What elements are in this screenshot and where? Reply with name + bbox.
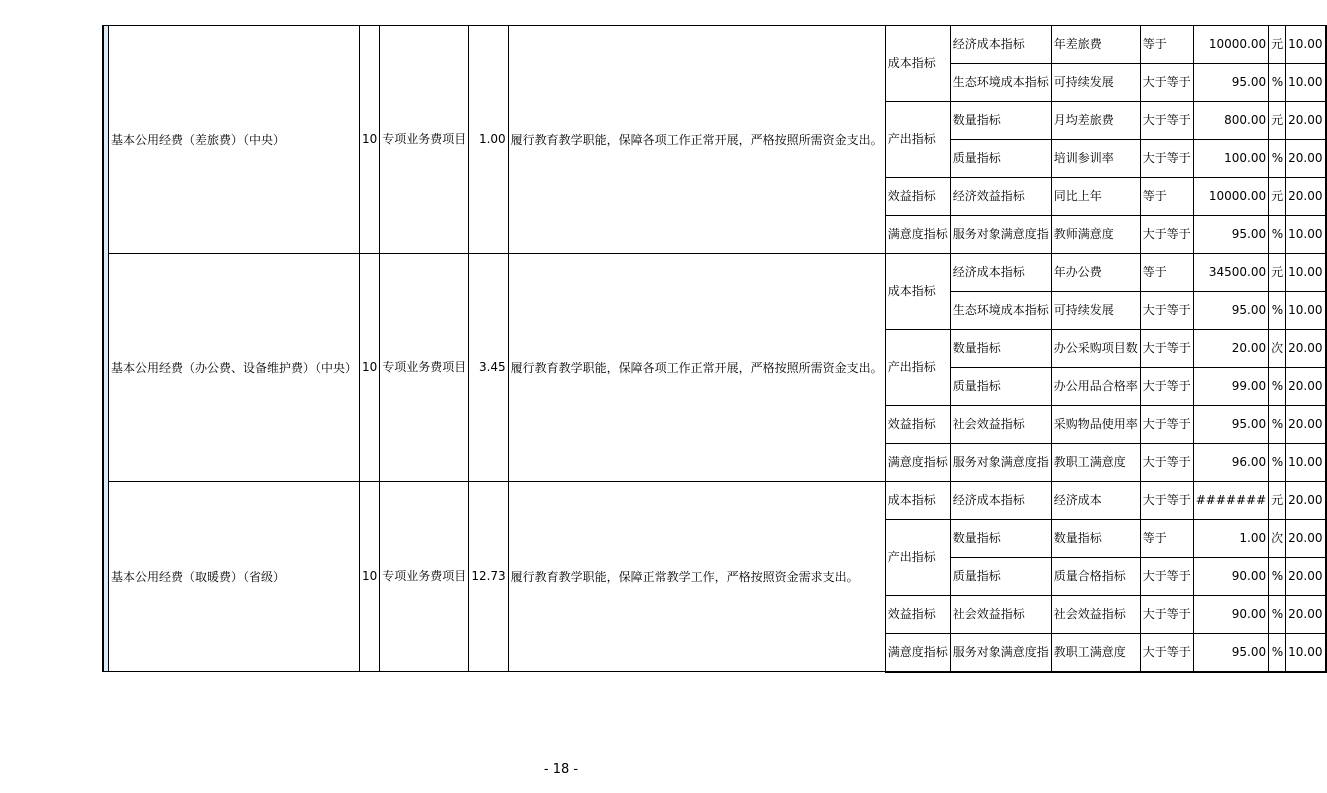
indicator-name: 社会效益指标 xyxy=(1051,596,1140,634)
indicator-level2: 社会效益指标 xyxy=(950,596,1051,634)
indicator-level2: 生态环境成本指标 xyxy=(950,292,1051,330)
indicator-operator: 大于等于 xyxy=(1140,368,1193,406)
indicator-unit: % xyxy=(1269,444,1286,482)
indicator-operator: 大于等于 xyxy=(1140,64,1193,102)
indicator-weight: 10.00 xyxy=(1286,26,1326,64)
indicator-unit: 元 xyxy=(1269,102,1286,140)
indicator-operator: 大于等于 xyxy=(1140,482,1193,520)
project-goal: 履行教育教学职能，保障各项工作正常开展，严格按照所需资金支出。 xyxy=(508,26,885,254)
indicator-value: 20.00 xyxy=(1193,330,1268,368)
indicator-unit: % xyxy=(1269,596,1286,634)
indicator-name: 年差旅费 xyxy=(1051,26,1140,64)
indicator-level1: 成本指标 xyxy=(885,482,950,520)
indicator-value: 95.00 xyxy=(1193,292,1268,330)
indicator-weight: 20.00 xyxy=(1286,330,1326,368)
table-row xyxy=(103,26,1326,64)
indicator-level2: 服务对象满意度指 xyxy=(950,216,1051,254)
indicator-level1: 产出指标 xyxy=(885,520,950,596)
indicator-unit: % xyxy=(1269,558,1286,596)
indicator-level2: 经济效益指标 xyxy=(950,178,1051,216)
indicator-name: 经济成本 xyxy=(1051,482,1140,520)
indicator-unit: 次 xyxy=(1269,520,1286,558)
indicator-weight: 20.00 xyxy=(1286,102,1326,140)
indicator-level2: 社会效益指标 xyxy=(950,406,1051,444)
table-row xyxy=(103,482,1326,520)
project-name: 基本公用经费（差旅费）（中央） xyxy=(109,26,360,254)
indicator-unit: % xyxy=(1269,216,1286,254)
indicator-unit: % xyxy=(1269,406,1286,444)
indicator-value: 95.00 xyxy=(1193,406,1268,444)
indicator-unit: % xyxy=(1269,140,1286,178)
indicator-value: 10000.00 xyxy=(1193,178,1268,216)
indicator-operator: 等于 xyxy=(1140,520,1193,558)
project-name: 基本公用经费（取暖费）（省级） xyxy=(109,482,360,672)
indicator-name: 数量指标 xyxy=(1051,520,1140,558)
indicator-unit: % xyxy=(1269,634,1286,672)
indicator-value: 10000.00 xyxy=(1193,26,1268,64)
indicator-weight: 10.00 xyxy=(1286,292,1326,330)
indicator-level2: 质量指标 xyxy=(950,368,1051,406)
indicator-weight: 20.00 xyxy=(1286,140,1326,178)
indicator-operator: 大于等于 xyxy=(1140,596,1193,634)
project-goal: 履行教育教学职能，保障正常教学工作，严格按照资金需求支出。 xyxy=(508,482,885,672)
indicator-weight: 20.00 xyxy=(1286,596,1326,634)
indicator-operator: 大于等于 xyxy=(1140,140,1193,178)
indicator-value: 95.00 xyxy=(1193,216,1268,254)
indicator-name: 质量合格指标 xyxy=(1051,558,1140,596)
indicator-weight: 20.00 xyxy=(1286,406,1326,444)
table-row xyxy=(103,254,1326,292)
indicator-value: ####### xyxy=(1193,482,1268,520)
indicator-weight: 20.00 xyxy=(1286,558,1326,596)
project-type: 专项业务费项目 xyxy=(380,254,469,482)
indicator-value: 100.00 xyxy=(1193,140,1268,178)
indicator-value: 95.00 xyxy=(1193,634,1268,672)
indicator-weight: 10.00 xyxy=(1286,254,1326,292)
indicator-operator: 大于等于 xyxy=(1140,558,1193,596)
indicator-operator: 等于 xyxy=(1140,178,1193,216)
indicator-level1: 产出指标 xyxy=(885,102,950,178)
indicator-level1: 效益指标 xyxy=(885,596,950,634)
indicator-level1: 满意度指标 xyxy=(885,444,950,482)
indicator-level1: 满意度指标 xyxy=(885,634,950,672)
page-number: - 18 - xyxy=(543,762,579,777)
indicator-value: 90.00 xyxy=(1193,596,1268,634)
indicator-level1: 产出指标 xyxy=(885,330,950,406)
project-amount: 1.00 xyxy=(469,26,508,254)
indicator-weight: 20.00 xyxy=(1286,178,1326,216)
indicator-operator: 大于等于 xyxy=(1140,216,1193,254)
indicator-value: 95.00 xyxy=(1193,64,1268,102)
indicator-name: 办公用品合格率 xyxy=(1051,368,1140,406)
indicator-weight: 20.00 xyxy=(1286,368,1326,406)
indicator-value: 1.00 xyxy=(1193,520,1268,558)
indicator-weight: 20.00 xyxy=(1286,482,1326,520)
indicator-name: 培训参训率 xyxy=(1051,140,1140,178)
indicator-weight: 10.00 xyxy=(1286,444,1326,482)
project-type: 专项业务费项目 xyxy=(380,26,469,254)
project-amount: 3.45 xyxy=(469,254,508,482)
project-count: 10 xyxy=(360,254,380,482)
indicator-operator: 大于等于 xyxy=(1140,292,1193,330)
indicator-level2: 经济成本指标 xyxy=(950,26,1051,64)
project-name: 基本公用经费（办公费、设备维护费）（中央） xyxy=(109,254,360,482)
indicator-operator: 大于等于 xyxy=(1140,102,1193,140)
indicator-name: 采购物品使用率 xyxy=(1051,406,1140,444)
indicator-name: 办公采购项目数 xyxy=(1051,330,1140,368)
indicator-level2: 经济成本指标 xyxy=(950,482,1051,520)
indicator-level1: 成本指标 xyxy=(885,26,950,102)
indicator-name: 同比上年 xyxy=(1051,178,1140,216)
indicator-unit: 元 xyxy=(1269,26,1286,64)
indicator-level2: 服务对象满意度指 xyxy=(950,634,1051,672)
indicator-operator: 大于等于 xyxy=(1140,406,1193,444)
indicator-weight: 20.00 xyxy=(1286,520,1326,558)
indicator-level1: 效益指标 xyxy=(885,406,950,444)
indicator-level2: 数量指标 xyxy=(950,102,1051,140)
indicator-unit: 元 xyxy=(1269,482,1286,520)
project-type: 专项业务费项目 xyxy=(380,482,469,672)
indicator-value: 99.00 xyxy=(1193,368,1268,406)
indicator-level1: 成本指标 xyxy=(885,254,950,330)
indicator-level1: 满意度指标 xyxy=(885,216,950,254)
indicator-unit: % xyxy=(1269,368,1286,406)
indicator-name: 教师满意度 xyxy=(1051,216,1140,254)
indicator-level2: 数量指标 xyxy=(950,520,1051,558)
indicator-unit: 元 xyxy=(1269,178,1286,216)
indicator-unit: 元 xyxy=(1269,254,1286,292)
indicator-value: 90.00 xyxy=(1193,558,1268,596)
indicator-operator: 大于等于 xyxy=(1140,330,1193,368)
indicator-unit: 次 xyxy=(1269,330,1286,368)
indicator-name: 年办公费 xyxy=(1051,254,1140,292)
indicator-level2: 数量指标 xyxy=(950,330,1051,368)
indicator-level2: 生态环境成本指标 xyxy=(950,64,1051,102)
project-count: 10 xyxy=(360,482,380,672)
indicator-weight: 10.00 xyxy=(1286,634,1326,672)
indicator-level2: 经济成本指标 xyxy=(950,254,1051,292)
indicator-unit: % xyxy=(1269,292,1286,330)
indicator-name: 可持续发展 xyxy=(1051,292,1140,330)
indicator-level1: 效益指标 xyxy=(885,178,950,216)
indicator-operator: 大于等于 xyxy=(1140,444,1193,482)
indicator-weight: 10.00 xyxy=(1286,216,1326,254)
indicator-name: 可持续发展 xyxy=(1051,64,1140,102)
indicator-weight: 10.00 xyxy=(1286,64,1326,102)
project-goal: 履行教育教学职能，保障各项工作正常开展，严格按照所需资金支出。 xyxy=(508,254,885,482)
indicator-name: 教职工满意度 xyxy=(1051,634,1140,672)
indicator-value: 96.00 xyxy=(1193,444,1268,482)
project-count: 10 xyxy=(360,26,380,254)
indicator-value: 34500.00 xyxy=(1193,254,1268,292)
indicator-level2: 质量指标 xyxy=(950,140,1051,178)
indicator-level2: 质量指标 xyxy=(950,558,1051,596)
indicator-name: 月均差旅费 xyxy=(1051,102,1140,140)
indicator-operator: 大于等于 xyxy=(1140,634,1193,672)
project-amount: 12.73 xyxy=(469,482,508,672)
indicator-operator: 等于 xyxy=(1140,254,1193,292)
indicator-value: 800.00 xyxy=(1193,102,1268,140)
indicator-operator: 等于 xyxy=(1140,26,1193,64)
indicator-unit: % xyxy=(1269,64,1286,102)
indicator-level2: 服务对象满意度指 xyxy=(950,444,1051,482)
indicator-name: 教职工满意度 xyxy=(1051,444,1140,482)
performance-table xyxy=(102,25,1327,673)
